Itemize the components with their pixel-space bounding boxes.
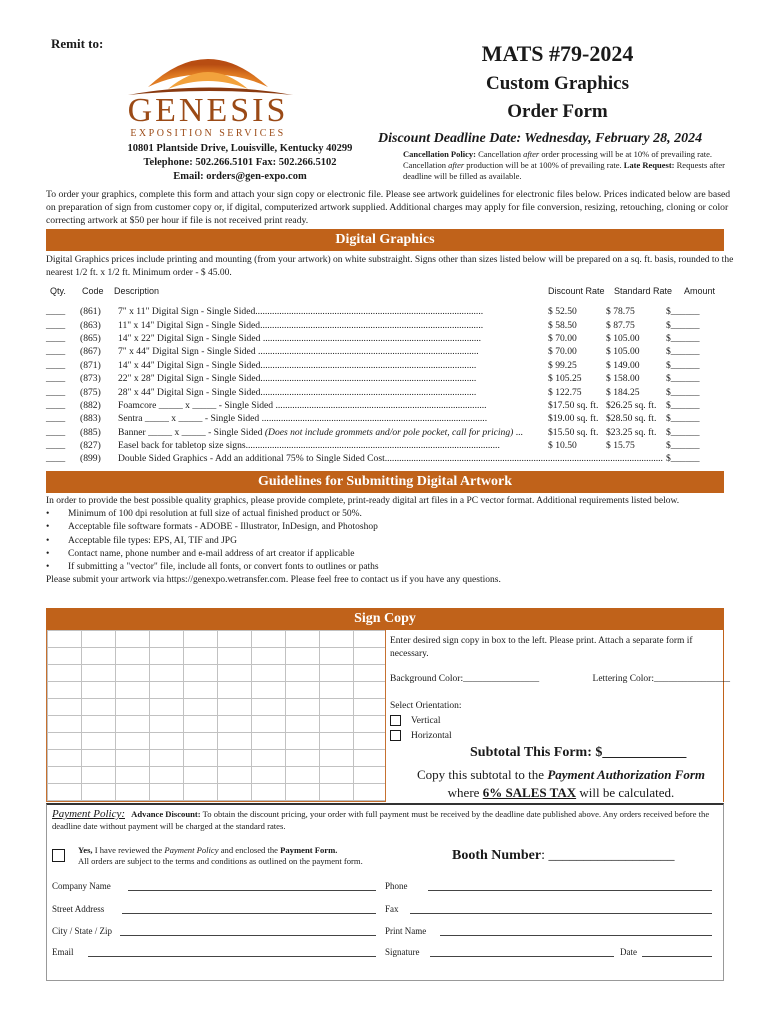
horizontal-label: Horizontal: [411, 731, 452, 741]
item-description: [118, 372, 548, 385]
standard-rate: $ 184.25: [606, 386, 640, 398]
discount-rate: $ 105.25: [548, 373, 582, 385]
subtotal-instructions: [386, 766, 736, 802]
leader-dots: ..............................................................................................: [259, 413, 488, 425]
discount-rate: $ 70.00: [548, 332, 577, 344]
standard-rate: $ 158.00: [606, 373, 640, 385]
digital-graphics-note: Digital Graphics prices include printing and mounting (from your artwork) on white substraight. Signs other than sizes listed below will be prepared on a sq. ft. basis, rounded to the nearest 1/2 ft. x 1/2 ft. Minimum order - $ 45.00.: [46, 255, 734, 278]
advance-discount-label: Advance Discount:: [131, 809, 201, 819]
intro-paragraph: To order your graphics, complete this form and attach your sign copy or electronic file. Please see artwork guidelines for electronic files below. Prices indicated below are based on preparation of sign from customer copy or, if digital, computerized artwork supplied. Additional charges may apply for file conversion, resizing, retouching, cloning or color correcting artwork at $50 per hour if file is not received print ready.: [46, 189, 731, 226]
discount-rate: $19.00 sq. ft.: [548, 413, 599, 425]
subtotal-text: where: [447, 785, 483, 800]
qty-input[interactable]: ____: [46, 359, 66, 371]
item-description-text: Banner _____ x _____ - Single Sided: [118, 426, 265, 438]
guideline-item: • Acceptable file types: EPS, AI, TIF and JPG: [46, 535, 736, 548]
item-code: (875): [80, 386, 101, 398]
late-request-label: Late Request:: [623, 160, 675, 170]
form-title-line3: Order Form: [507, 101, 608, 122]
street-address-input[interactable]: [122, 913, 376, 914]
amount-input[interactable]: $______: [666, 453, 700, 465]
amount-input[interactable]: $______: [666, 426, 700, 438]
guidelines-body: [46, 495, 736, 587]
digital-graphics-heading: Digital Graphics: [46, 229, 724, 251]
agree-checkbox[interactable]: [52, 849, 65, 862]
leader-dots: ...: [513, 426, 523, 438]
amount-input[interactable]: $______: [666, 440, 700, 452]
item-description: [118, 305, 548, 318]
cancel-after: after: [448, 160, 465, 170]
discount-rate: $ 52.50: [548, 306, 577, 318]
amount-input[interactable]: $______: [666, 346, 700, 358]
item-description: [118, 385, 548, 398]
form-title-line2: Custom Graphics: [485, 73, 630, 94]
signature-input[interactable]: [430, 956, 614, 957]
phone-fax-line: Telephone: 502.266.5101 Fax: 502.266.5102: [143, 157, 337, 168]
company-name-label: Company Name: [52, 881, 111, 891]
item-description-text: Double Sided Graphics - Add an additional 75% to Single Sided Cost: [118, 453, 385, 465]
price-row: [46, 359, 724, 372]
subtotal-field[interactable]: Subtotal This Form: $____________: [470, 745, 687, 760]
leader-dots: ...........................................................................................: [260, 332, 482, 344]
qty-input[interactable]: ____: [46, 346, 66, 358]
cancellation-policy: [403, 149, 733, 182]
item-description-text: 28" x 44" Digital Sign - Single Sided: [118, 386, 261, 398]
qty-input[interactable]: ____: [46, 373, 66, 385]
company-address: [0, 142, 420, 184]
amount-input[interactable]: $______: [666, 332, 700, 344]
guidelines-heading: Guidelines for Submitting Digital Artwork: [46, 471, 724, 493]
standard-rate: $ 78.75: [606, 306, 635, 318]
leader-dots: ........................................................................................: [273, 399, 487, 411]
item-description: [118, 345, 548, 358]
item-code: (827): [80, 440, 101, 452]
col-description: Description: [114, 286, 160, 296]
logo-wordmark: GENESIS: [127, 92, 289, 129]
item-description: [118, 332, 548, 345]
amount-input[interactable]: $______: [666, 359, 700, 371]
agree-policy: Payment Policy: [164, 845, 219, 855]
col-amount: Amount: [684, 286, 716, 296]
lettering-color-field[interactable]: Lettering Color:________________: [592, 674, 730, 684]
date-label: Date: [620, 947, 637, 957]
standard-rate: $26.25 sq. ft.: [606, 399, 657, 411]
price-row: [46, 412, 724, 425]
guideline-item: • Minimum of 100 dpi resolution at full size of actual finished product or 50%.: [46, 508, 736, 521]
qty-input[interactable]: ____: [46, 399, 66, 411]
sales-tax: 6% SALES TAX: [482, 785, 577, 800]
price-row: [46, 318, 724, 331]
subtotal-text: Copy this subtotal to the: [416, 767, 548, 782]
item-description-text: Easel back for tabletop size signs: [118, 440, 246, 452]
discount-rate: $ 122.75: [548, 386, 582, 398]
logo-subtitle: EXPOSITION SERVICES: [130, 128, 286, 139]
item-description-text: Foamcore _____ x _____ - Single Sided: [118, 399, 274, 411]
leader-dots: ..........................................................................................................: [245, 440, 500, 452]
booth-number-line: : __________________: [541, 848, 675, 863]
cancel-after: after: [523, 149, 540, 159]
color-fields: [390, 673, 730, 686]
guidelines-submit: Please submit your artwork via https://genexpo.wetransfer.com. Please feel free to contact us if you have any questions.: [46, 575, 501, 586]
leader-dots: .............................................................................................: [260, 319, 484, 331]
fax-label: Fax: [385, 904, 399, 914]
qty-input[interactable]: ____: [46, 440, 66, 452]
cancel-text: production will be at 100% of prevailing rate.: [464, 160, 624, 170]
standard-rate: $ 105.00: [606, 332, 640, 344]
address-line: 10801 Plantside Drive, Louisville, Kentucky 40299: [127, 143, 353, 154]
price-row: [46, 332, 724, 345]
guideline-item: • Acceptable file software formats - ADOBE - Illustrator, InDesign, and Photoshop: [46, 521, 736, 534]
discount-deadline: Discount Deadline Date: Wednesday, February 28, 2024: [378, 131, 703, 146]
company-name-input[interactable]: [128, 890, 376, 891]
leader-dots: ...............................................................................................: [255, 306, 484, 318]
graphics-price-table: [46, 305, 724, 466]
booth-number-field[interactable]: [452, 848, 674, 864]
sign-copy-heading: Sign Copy: [46, 608, 724, 630]
remit-to-label: Remit to:: [51, 36, 104, 51]
standard-rate: $ 15.75: [606, 440, 635, 452]
item-code: (863): [80, 319, 101, 331]
item-description: [118, 359, 548, 372]
item-code: (867): [80, 346, 101, 358]
sign-copy-instructions: Enter desired sign copy in box to the left. Please print. Attach a separate form if necessary.: [390, 636, 693, 659]
phone-input[interactable]: [428, 890, 712, 891]
discount-rate: $15.50 sq. ft.: [548, 426, 599, 438]
discount-rate: $ 58.50: [548, 319, 577, 331]
qty-input[interactable]: ____: [46, 386, 66, 398]
payment-form-ref: Payment Authorization Form: [547, 767, 706, 782]
agreement-text: [78, 845, 363, 867]
item-description: [118, 399, 548, 412]
email-label: Email: [52, 947, 74, 957]
col-code: Code: [82, 286, 104, 296]
item-description-text: 22" x 28" Digital Sign - Single Sided: [118, 373, 261, 385]
agree-yes: Yes,: [78, 845, 93, 855]
discount-rate: $17.50 sq. ft.: [548, 399, 599, 411]
sign-copy-grid[interactable]: [46, 630, 386, 802]
qty-input[interactable]: ____: [46, 453, 66, 465]
price-row: [46, 452, 724, 465]
price-row: [46, 426, 724, 439]
item-description-text: 14" x 22" Digital Sign - Single Sided: [118, 332, 261, 344]
discount-rate: $ 10.50: [548, 440, 577, 452]
price-row: [46, 385, 724, 398]
item-code: (882): [80, 399, 101, 411]
horizontal-checkbox[interactable]: [390, 730, 401, 741]
col-qty: Qty.: [50, 286, 66, 296]
form-title-block: [380, 40, 735, 126]
leader-dots: ..........................................................................................: [260, 386, 477, 398]
city-state-zip-input[interactable]: [120, 935, 376, 936]
orientation-horizontal[interactable]: [390, 730, 730, 743]
amount-input[interactable]: $______: [666, 373, 700, 385]
agree-terms: All orders are subject to the terms and conditions as outlined on the payment form.: [78, 856, 363, 866]
leader-dots: ....................................................................................................................: [384, 453, 663, 465]
amount-input[interactable]: $______: [666, 386, 700, 398]
fax-input[interactable]: [410, 913, 712, 914]
item-code: (883): [80, 413, 101, 425]
leader-dots: ..........................................................................................: [260, 359, 477, 371]
signature-label: Signature: [385, 947, 420, 957]
payment-policy-text: To obtain the discount pricing, your order with full payment must be received by the deadline date published above. Any orders received before the deadline date without payment will be charged at the standard rates.: [52, 809, 710, 831]
item-code: (865): [80, 332, 101, 344]
vertical-checkbox[interactable]: [390, 715, 401, 726]
cancellation-label: Cancellation Policy:: [403, 149, 476, 159]
orientation-label: Select Orientation:: [390, 701, 462, 711]
city-state-zip-label: City / State / Zip: [52, 926, 112, 936]
item-description-text: 7" x 44" Digital Sign - Single Sided: [118, 346, 256, 358]
standard-rate: $ 105.00: [606, 346, 640, 358]
agree-text: and enclosed the: [218, 845, 281, 855]
orientation-vertical[interactable]: [390, 715, 730, 728]
item-description-text: 7" x 11" Digital Sign - Single Sided: [118, 306, 256, 318]
leader-dots: ............................................................................................: [255, 346, 479, 358]
genesis-logo: [108, 35, 308, 141]
agree-text: I have reviewed the: [92, 845, 165, 855]
item-description: [118, 452, 666, 465]
guidelines-list: [46, 508, 736, 574]
leader-dots: ..........................................................................................: [260, 373, 477, 385]
item-code: (885): [80, 426, 101, 438]
payment-policy: [52, 808, 722, 832]
item-description-text: 11" x 14" Digital Sign - Single Sided: [118, 319, 261, 331]
agree-form: Payment Form.: [280, 845, 338, 855]
print-name-input[interactable]: [440, 935, 712, 936]
col-discount-rate: Discount Rate: [548, 286, 605, 296]
discount-rate: $ 70.00: [548, 346, 577, 358]
item-code: (861): [80, 306, 101, 318]
item-code: (899): [80, 453, 101, 465]
amount-input[interactable]: $______: [666, 413, 700, 425]
qty-input[interactable]: ____: [46, 306, 66, 318]
date-input[interactable]: [642, 956, 712, 957]
col-standard-rate: Standard Rate: [614, 286, 673, 296]
standard-rate: $28.50 sq. ft.: [606, 413, 657, 425]
booth-number-label: Booth Number: [452, 848, 542, 863]
price-row: [46, 399, 724, 412]
qty-input[interactable]: ____: [46, 332, 66, 344]
sign-copy-options: [390, 635, 730, 743]
qty-input[interactable]: ____: [46, 426, 66, 438]
show-title: MATS #79-2024: [481, 41, 634, 66]
price-row: [46, 372, 724, 385]
standard-rate: $ 87.75: [606, 319, 635, 331]
print-name-label: Print Name: [385, 926, 427, 936]
cancel-text: order processing will be at 10% of prevailing rate. Cancellation: [403, 149, 713, 170]
guideline-item: • Contact name, phone number and e-mail address of art creator if applicable: [46, 548, 736, 561]
amount-input[interactable]: $______: [666, 399, 700, 411]
late-request-text: Requests after deadline will be filled as available.: [403, 160, 726, 181]
item-description-note: (Does not include grommets and/or pole pocket, call for pricing): [264, 426, 514, 438]
vertical-label: Vertical: [411, 716, 441, 726]
item-description: [118, 412, 548, 425]
price-row: [46, 345, 724, 358]
street-address-label: Street Address: [52, 904, 105, 914]
qty-input[interactable]: ____: [46, 319, 66, 331]
email-input[interactable]: [88, 956, 376, 957]
cancel-text: Cancellation: [475, 149, 524, 159]
amount-input[interactable]: $______: [666, 306, 700, 318]
standard-rate: $ 149.00: [606, 359, 640, 371]
subtotal-text: will be calculated.: [576, 785, 675, 800]
amount-input[interactable]: $______: [666, 319, 700, 331]
item-code: (873): [80, 373, 101, 385]
qty-input[interactable]: ____: [46, 413, 66, 425]
standard-rate: $23.25 sq. ft.: [606, 426, 657, 438]
item-description: [118, 426, 548, 439]
item-description-text: 14" x 44" Digital Sign - Single Sided: [118, 359, 261, 371]
payment-policy-label: Payment Policy:: [52, 808, 125, 820]
discount-rate: $ 99.25: [548, 359, 577, 371]
price-row: [46, 439, 724, 452]
item-description: [118, 318, 548, 331]
price-row: [46, 305, 724, 318]
background-color-field[interactable]: Background Color:________________: [390, 674, 540, 684]
phone-label: Phone: [385, 881, 408, 891]
item-code: (871): [80, 359, 101, 371]
guideline-item: • If submitting a "vector" file, include all fonts, or convert fonts to outlines or paths: [46, 561, 736, 574]
item-description: [118, 439, 548, 452]
email-line: Email: orders@gen-expo.com: [173, 171, 307, 182]
item-description-text: Sentra _____ x _____ - Single Sided: [118, 413, 260, 425]
guidelines-intro: In order to provide the best possible quality graphics, please provide complete, print-ready digital art files in a PC vector format. Additional requirements listed below.: [46, 496, 680, 506]
